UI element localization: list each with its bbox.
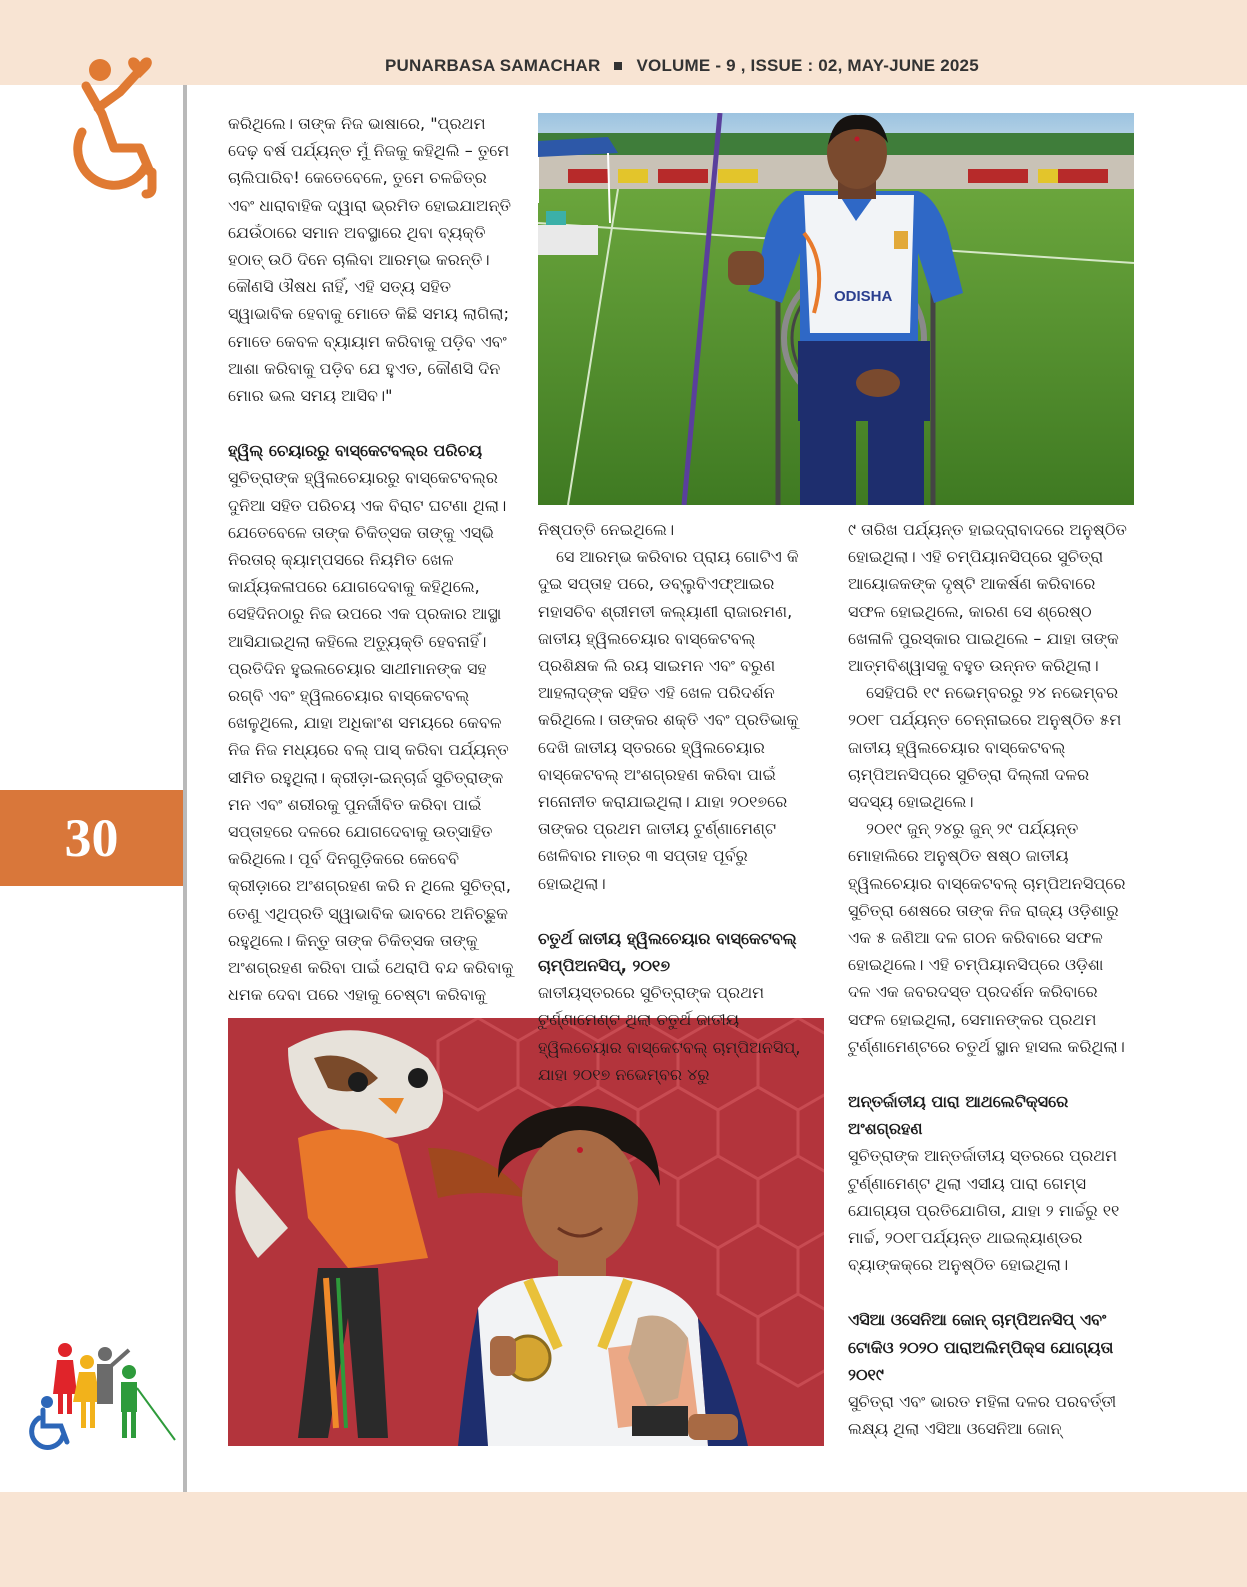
text-column-3 — [848, 516, 1130, 1443]
page-number: 30 — [0, 790, 183, 886]
text-column-1 — [228, 110, 518, 1009]
paragraph: ସେହିପରି ୧୯ ନଭେମ୍ବରରୁ ୨୪ ନଭେମ୍ବର ୨୦୧୮ ପର୍ଯ୍ୟନ୍ତ ଚେନ୍ନାଇରେ ଅନୁଷ୍ଠିତ ୫ମ ଜାତୀୟ ହ୍ୱିଲଚେୟାର ବାସ୍କେଟବଲ୍ ଚାମ୍ପିଅନସିପ୍‌ରେ ସୁଚିତ୍ରା ଦିଲ୍ଲୀ ଦଳର ସଦସ୍ୟ ହୋଇଥିଲେ। — [848, 683, 1122, 812]
masthead — [385, 56, 979, 76]
paragraph: ୨୦୧୯ ଜୁନ୍ ୨୪ରୁ ଜୁନ୍ ୨୯ ପର୍ଯ୍ୟନ୍ତ ମୋହାଲିରେ ଅନୁଷ୍ଠିତ ଷଷ୍ଠ ଜାତୀୟ ହ୍ୱିଲଚେୟାର ବାସ୍କେଟବଲ୍ ଚାମ୍ପିଅନସିପ୍‌ରେ ସୁଚିତ୍ରା ଶେଷରେ ତାଙ୍କ ନିଜ ରାଜ୍ୟ ଓଡ଼ିଶାରୁ ଏକ ୫ ଜଣିଆ ଦଳ ଗଠନ କରିବାରେ ସଫଳ ହୋଇଥିଲେ। ଏହି ଚମ୍ପିୟାନସିପ୍‌ରେ ଓଡ଼ିଶା ଦଳ ଏକ ଜବରଦସ୍ତ ପ୍ରଦର୍ଶନ କରିବାରେ ସଫଳ ହୋଇଥିଲା, ସେମାନଙ୍କର ପ୍ରଥମ ଟୁର୍ଣ୍ଣାମେଣ୍ଟରେ ଚତୁର୍ଥ ସ୍ଥାନ ହାସଲ କରିଥିଲା। — [848, 819, 1126, 1056]
athlete-javelin-photo — [538, 113, 1134, 505]
inclusion-figures-logo-icon — [25, 1340, 180, 1450]
logo-head — [89, 59, 111, 81]
paragraph: ନିଷ୍ପତ୍ତି ନେଇଥିଲେ। — [538, 520, 675, 539]
paragraph: ସୁଚିତ୍ରା ଏବଂ ଭାରତ ମହିଳା ଦଳର ପରବର୍ତ୍ତୀ ଲକ୍ଷ୍ୟ ଥିଲା ଏସିଆ ଓସେନିଆ ଜୋନ୍ — [848, 1392, 1117, 1439]
section-heading: ଏସିଆ ଓସେନିଆ ଜୋନ୍ ଚାମ୍ପିଅନସିପ୍ ଏବଂ ଟୋକିଓ ୨୦୨୦ ପାରାଅଲିମ୍ପିକ୍ସ ଯୋଗ୍ୟତା ୨୦୧୯ — [848, 1310, 1114, 1384]
vertical-divider — [183, 85, 187, 1492]
paragraph: ସୁଚିତ୍ରାଙ୍କ ଆନ୍ତର୍ଜାତୀୟ ସ୍ତରରେ ପ୍ରଥମ ଟୁର୍ଣ୍ଣାମେଣ୍ଟ ଥିଲା ଏସୀୟ ପାରା ଗେମ୍ସ ଯୋଗ୍ୟତା ପ୍ରତିଯୋଗିତା, ଯାହା ୨ ମାର୍ଚ୍ଚରୁ ୧୧ ମାର୍ଚ୍ଚ, ୨୦୧୮ପର୍ଯ୍ୟନ୍ତ ଥାଇଲ୍ୟାଣ୍ଡର ବ୍ୟାଙ୍କକ୍‌ରେ ଅନୁଷ୍ଠିତ ହୋଇଥିଲା। — [848, 1146, 1120, 1275]
wheelchair-logo-icon — [40, 48, 170, 208]
paragraph: କରିଥିଲେ। ତାଙ୍କ ନିଜ ଭାଷାରେ, "ପ୍ରଥମ ଦେଢ଼ ବର୍ଷ ପର୍ଯ୍ୟନ୍ତ ମୁଁ ନିଜକୁ କହିଥିଲି – ତୁମେ ଚାଲିପାରିବ! କେତେବେଳେ, ତୁମେ ଚଳଚ୍ଚିତ୍ର ଏବଂ ଧାରାବାହିକ ଦ୍ୱାରା ଭ୍ରମିତ ହୋଇଯାଅନ୍ତି ଯେଉଁଠାରେ ସମାନ ଅବସ୍ଥାରେ ଥିବା ବ୍ୟକ୍ତି ହଠାତ୍ ଉଠି ଦିନେ ଚାଲିବା ଆରମ୍ଭ କରନ୍ତି। କୌଣସି ଔଷଧ ନାହିଁ, ଏହି ସତ୍ୟ ସହିତ ସ୍ୱାଭାବିକ ହେବାକୁ ମୋତେ କିଛି ସମୟ ଲାଗିଲା; ମୋତେ କେବଳ ବ୍ୟାୟାମ କରିବାକୁ ପଡ଼ିବ ଏବଂ ଆଶା କରିବାକୁ ପଡ଼ିବ ଯେ ହୁଏତ, କୌଣସି ଦିନ ମୋର ଭଲ ସମୟ ଆସିବ।" — [228, 114, 512, 406]
paragraph: ସେ ଆରମ୍ଭ କରିବାର ପ୍ରାୟ ଗୋଟିଏ କି ଦୁଇ ସପ୍ତାହ ପରେ, ଡବ୍ଲୁବିଏଫ୍‌ଆଇର ମହାସଚିବ ଶ୍ରୀମତୀ କଲ୍ୟାଣୀ ରାଜାରମଣ, ଜାତୀୟ ହ୍ୱିଲଚେୟାର ବାସ୍କେଟବଲ୍ ପ୍ରଶିକ୍ଷକ ଲି ରୟ ସାଇମନ ଏବଂ ବରୁଣ ଆହଲାଦ୍‌ଙ୍କ ସହିତ ଏହି ଖେଳ ପରିଦର୍ଶନ କରିଥିଲେ। ତାଙ୍କର ଶକ୍ତି ଏବଂ ପ୍ରତିଭାକୁ ଦେଖି ଜାତୀୟ ସ୍ତରରେ ହ୍ୱିଲଚେୟାର ବାସ୍କେଟବଲ୍ ଅଂଶଗ୍ରହଣ କରିବା ପାଇଁ ମନୋନୀତ କରାଯାଇଥିଲା। ଯାହା ୨୦୧୭ରେ ତାଙ୍କର ପ୍ରଥମ ଜାତୀୟ ଟୁର୍ଣ୍ଣାମେଣ୍ଟ ଖେଳିବାର ମାତ୍ର ୩ ସପ୍ତାହ ପୂର୍ବରୁ ହୋଇଥିଲା। — [538, 547, 799, 893]
paragraph: ଜାତୀୟସ୍ତରରେ ସୁଚିତ୍ରାଙ୍କ ପ୍ରଥମ ଟୁର୍ଣ୍ଣାମେଣ୍ଟ ଥିଲା ଚତୁର୍ଥ ଜାତୀୟ ହ୍ୱିଲଚେୟାର ବାସ୍କେଟବଲ୍ ଚାମ୍ପିଅନସିପ୍, ଯାହା ୨୦୧୭ ନଭେମ୍ବର ୪ରୁ — [538, 983, 801, 1084]
publication-name: PUNARBASA SAMACHAR — [385, 56, 601, 75]
section-heading: ହ୍ୱିଲ୍ ଚେୟାରରୁ ବାସ୍କେଟବଲ୍‌ର ପରିଚୟ — [228, 441, 483, 461]
paragraph: ୯ ତାରିଖ ପର୍ଯ୍ୟନ୍ତ ହାଇଦ୍ରାବାଦରେ ଅନୁଷ୍ଠିତ ହୋଇଥିଲା। ଏହି ଚମ୍ପିୟାନସିପ୍‌ରେ ସୁଚିତ୍ରା ଆୟୋଜକଙ୍କ ଦୃଷ୍ଟି ଆକର୍ଷଣ କରିବାରେ ସଫଳ ହୋଇଥିଲେ, କାରଣ ସେ ଶ୍ରେଷ୍ଠ ଖେଳାଳି ପୁରସ୍କାର ପାଇଥିଲେ – ଯାହା ତାଙ୍କ ଆତ୍ମବିଶ୍ୱାସକୁ ବହୁତ ଉନ୍ନତ କରିଥିଲା। — [848, 520, 1127, 676]
bottom-footer-band — [0, 1492, 1247, 1587]
jersey-text: ODISHA — [834, 288, 893, 305]
text-column-2 — [538, 516, 820, 1088]
issue-info: VOLUME - 9 , ISSUE : 02, MAY-JUNE 2025 — [636, 56, 979, 75]
separator-square-icon — [614, 62, 622, 70]
section-heading: ଚତୁର୍ଥ ଜାତୀୟ ହ୍ୱିଲଚେୟାର ବାସ୍କେଟବଲ୍ ଚାମ୍ପିଅନସିପ୍, ୨୦୧୭ — [538, 928, 797, 976]
section-heading: ଅନ୍ତର୍ଜାତୀୟ ପାରା ଆଥଲେଟିକ୍ସରେ ଅଂଶଗ୍ରହଣ — [848, 1092, 1069, 1139]
paragraph: ସୁଚିତ୍ରାଙ୍କ ହ୍ୱିଲଚେୟାରରୁ ବାସ୍କେଟବଲ୍‌ର ଦୁନିଆ ସହିତ ପରିଚୟ ଏକ ବିରାଟ ଘଟଣା ଥିଲା। ଯେତେବେଳେ ତାଙ୍କ ଚିକିତ୍ସକ ତାଙ୍କୁ ଏସ୍‌ଭି ନିରତାର୍ କ୍ୟାମ୍ପସରେ ନିୟମିତ ଖେଳ କାର୍ଯ୍ୟକଳାପରେ ଯୋଗଦେବାକୁ କହିଥିଲେ, ସେହିଦିନଠାରୁ ନିଜ ଉପରେ ଏକ ପ୍ରକାର ଆସ୍ଥା ଆସିଯାଇଥିଲା କହିଲେ ଅତ୍ୟୁକ୍ତି ହେବନାହିଁ। ପ୍ରତିଦିନ ହୁଇଲଚେୟାର ସାଥୀମାନଙ୍କ ସହ ରଗ୍‌ବି ଏବଂ ହ୍ୱିଲଚେୟାର ବାସ୍କେଟବଲ୍ ଖେଳୁଥିଲେ, ଯାହା ଅଧିକାଂଶ ସମୟରେ କେବଳ ନିଜ ନିଜ ମଧ୍ୟରେ ବଲ୍ ପାସ୍ କରିବା ପର୍ଯ୍ୟନ୍ତ ସୀମିତ ରହୁଥିଲା। କ୍ରୀଡ଼ା-ଇନ୍‌ଚାର୍ଜ ସୁଚିତ୍ରାଙ୍କ ମନ ଏବଂ ଶରୀରକୁ ପୁନର୍ଜୀବିତ କରିବା ପାଇଁ ସପ୍ତାହରେ ଦଳରେ ଯୋଗଦେବାକୁ ଉତ୍ସାହିତ କରିଥିଲେ। ପୂର୍ବ ଦିନଗୁଡ଼ିକରେ କେବେବି କ୍ରୀଡ଼ାରେ ଅଂଶଗ୍ରହଣ କରି ନ ଥିଲେ ସୁଚିତ୍ରା, ତେଣୁ ଏଥିପ୍ରତି ସ୍ୱାଭାବିକ ଭାବରେ ଅନିଚ୍ଛୁକ ରହୁଥିଲେ। କିନ୍ତୁ ତାଙ୍କ ଚିକିତ୍ସକ ତାଙ୍କୁ ଅଂଶଗ୍ରହଣ କରିବା ପାଇଁ ଥେରାପି ବନ୍ଦ କରିବାକୁ ଧମକ ଦେବା ପରେ ଏହାକୁ ଚେଷ୍ଟା କରିବାକୁ — [228, 468, 514, 1005]
